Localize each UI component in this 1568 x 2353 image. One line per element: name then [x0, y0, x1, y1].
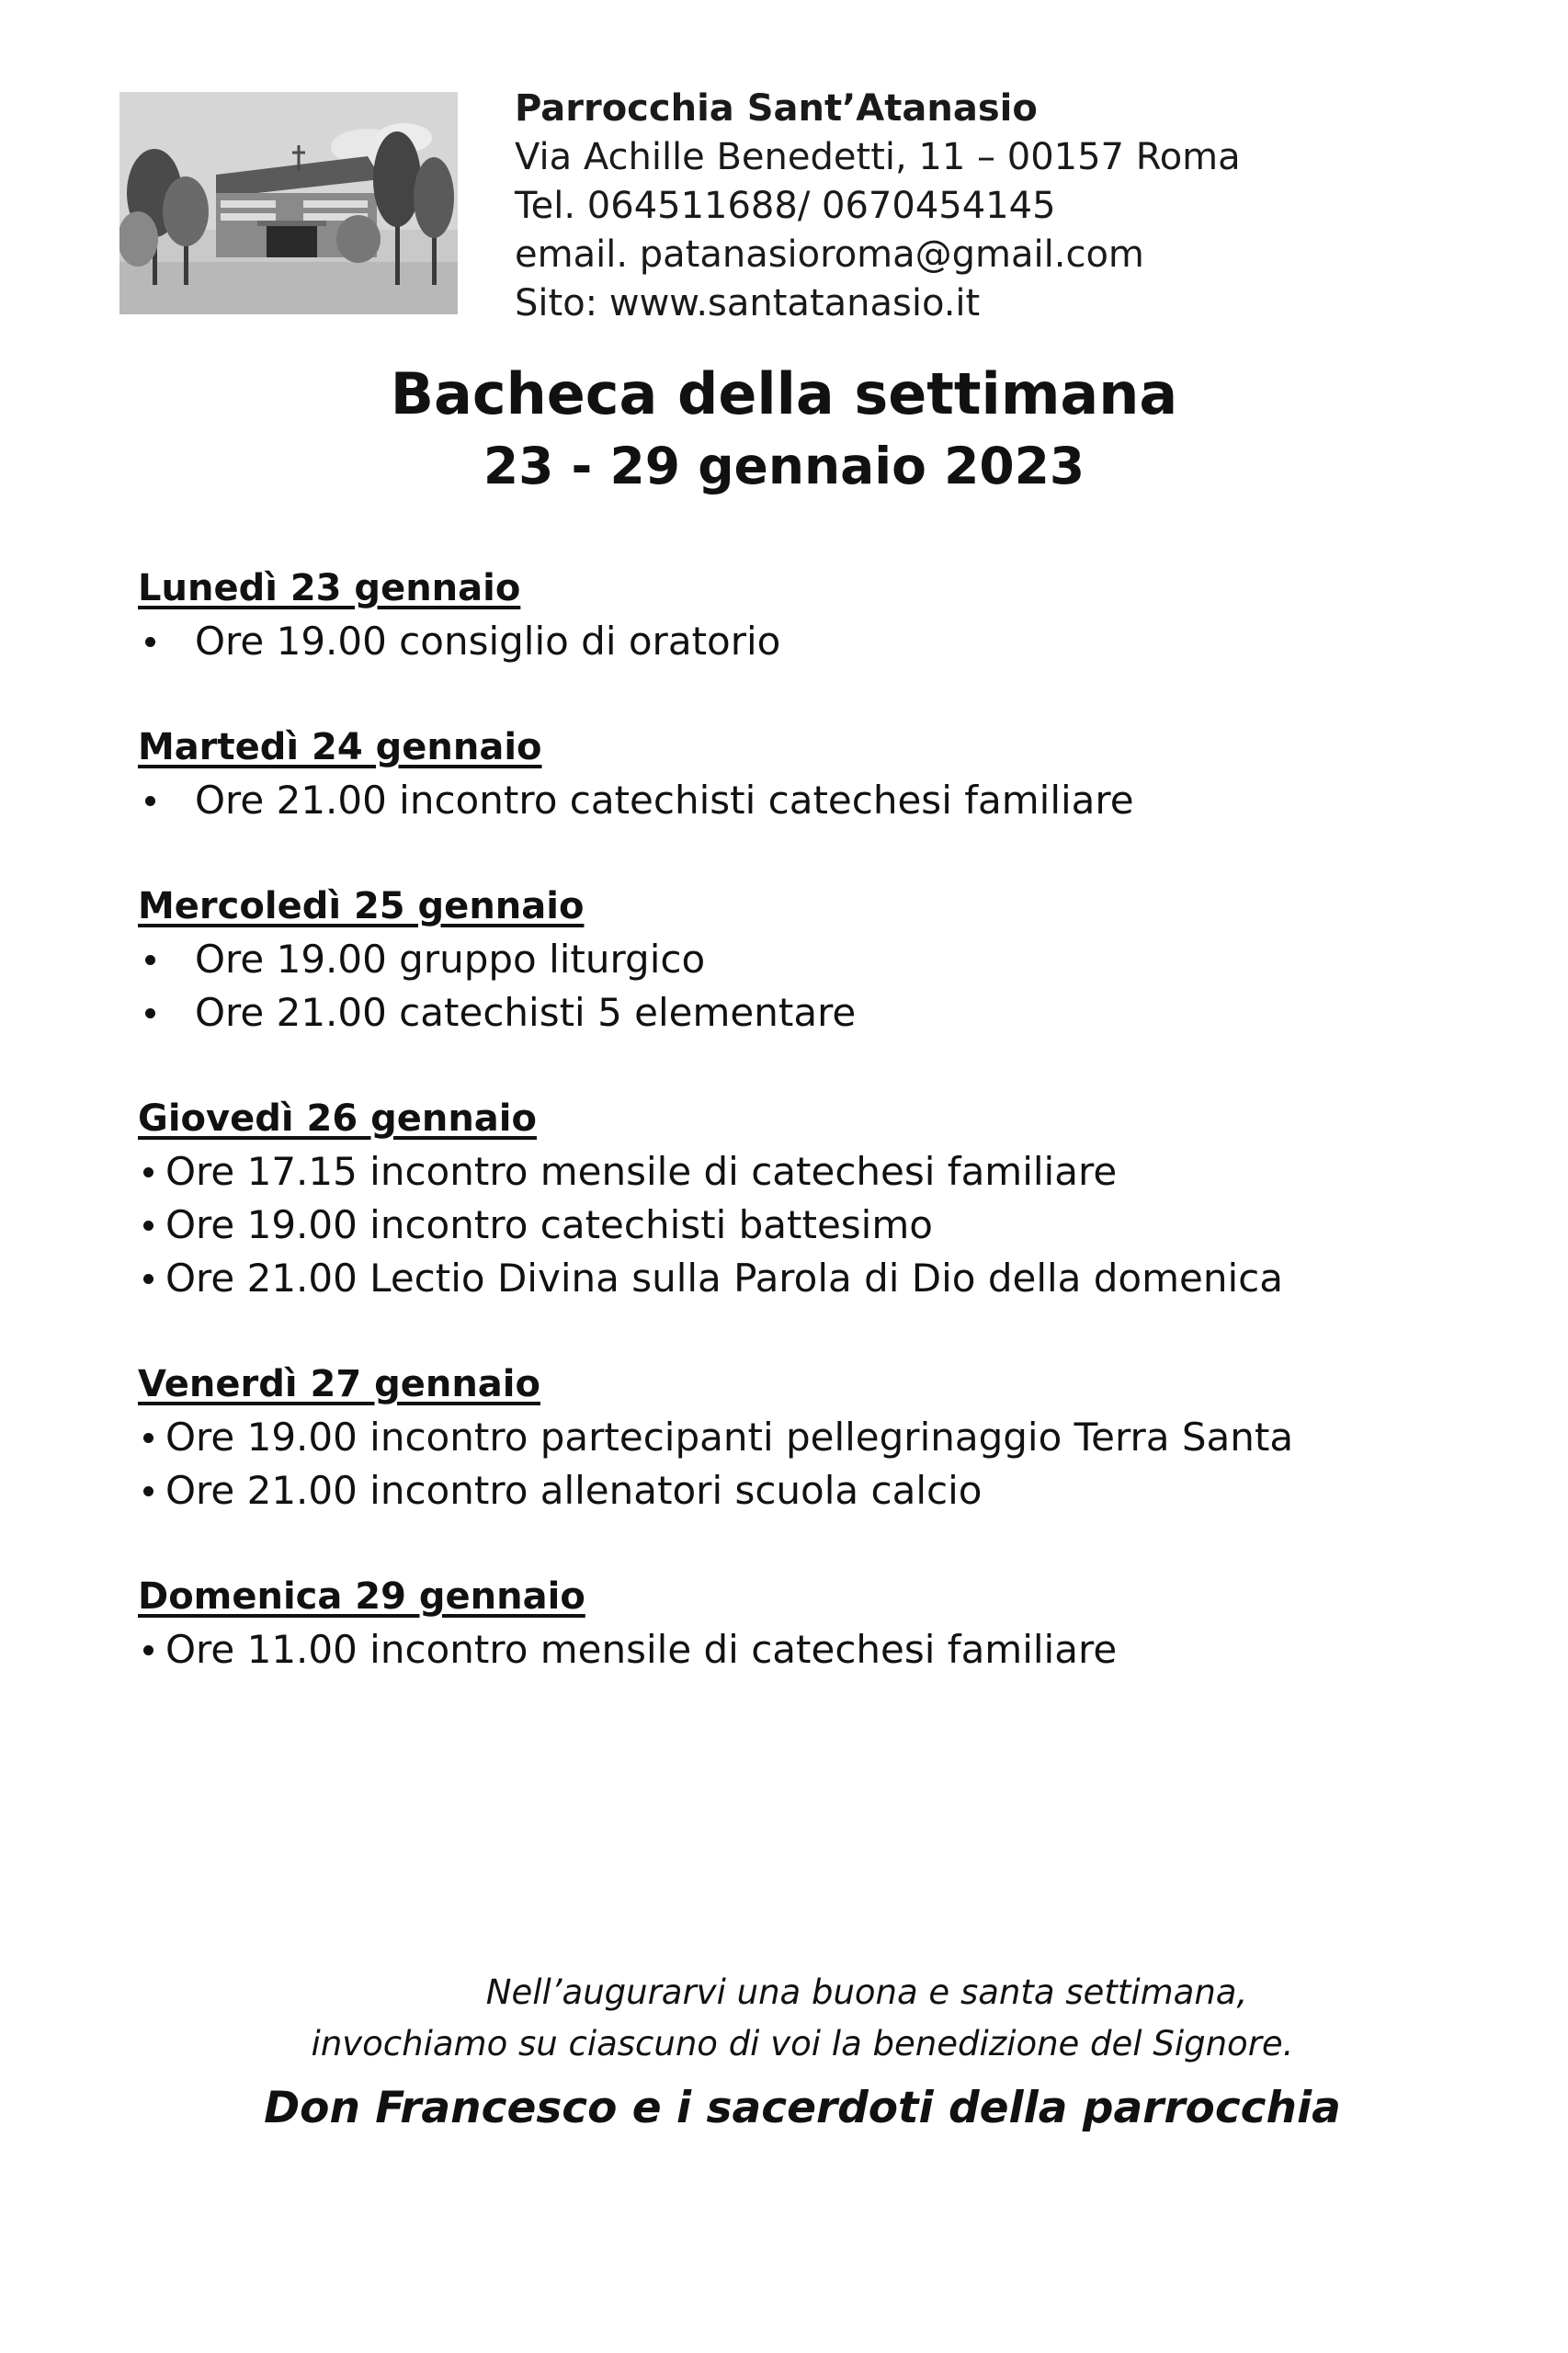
- day-thursday: [138, 1093, 1535, 1305]
- parish-phone: Tel. 064511688/ 0670454145: [515, 185, 1056, 227]
- closing-line-1: Nell’augurarvi una buona e santa settimana,: [485, 1972, 1248, 2012]
- list-item: [138, 1199, 1535, 1252]
- list-item: [138, 933, 1535, 986]
- event-text: Ore 19.00 incontro partecipanti pellegrinaggio Terra Santa: [165, 1415, 1294, 1460]
- event-text: Ore 21.00 incontro catechisti catechesi familiare: [195, 778, 1134, 823]
- bullet-icon: [145, 1008, 155, 1018]
- parish-address: Via Achille Benedetti, 11 – 00157 Roma: [515, 136, 1241, 178]
- date-range: 23 - 29 gennaio 2023: [483, 437, 1085, 495]
- list-item: [138, 774, 1535, 827]
- weekly-schedule: [138, 563, 1535, 1730]
- church-illustration-icon: [119, 92, 458, 314]
- bullet-icon: [143, 1167, 153, 1177]
- parish-name: Parrocchia Sant’Atanasio: [515, 87, 1038, 130]
- list-item: [138, 1623, 1535, 1677]
- title-block: [0, 357, 1568, 500]
- day-title: Domenica 29 gennaio: [138, 1575, 585, 1618]
- list-item: [138, 986, 1535, 1040]
- day-monday: [138, 563, 1535, 668]
- list-item: [138, 1252, 1535, 1305]
- list-item: [138, 615, 1535, 668]
- day-title: Martedì 24 gennaio: [138, 726, 542, 768]
- day-title: Venerdì 27 gennaio: [138, 1363, 540, 1405]
- bullet-icon: [143, 1645, 153, 1655]
- day-tuesday: [138, 722, 1535, 827]
- event-text: Ore 21.00 Lectio Divina sulla Parola di Dio della domenica: [165, 1256, 1283, 1301]
- page-title: Bacheca della settimana: [390, 360, 1178, 427]
- bullet-icon: [143, 1433, 153, 1443]
- parish-header: [515, 85, 1507, 328]
- bullet-icon: [143, 1486, 153, 1496]
- day-title: Giovedì 26 gennaio: [138, 1097, 537, 1140]
- day-wednesday: [138, 881, 1535, 1040]
- closing-message: [0, 1967, 1568, 2142]
- bullet-icon: [145, 955, 155, 965]
- event-text: Ore 11.00 incontro mensile di catechesi familiare: [165, 1627, 1118, 1672]
- bullet-icon: [143, 1221, 153, 1231]
- event-text: Ore 21.00 incontro allenatori scuola calcio: [165, 1468, 983, 1513]
- event-text: Ore 19.00 consiglio di oratorio: [195, 619, 781, 664]
- parish-website: Sito: www.santatanasio.it: [515, 282, 981, 324]
- event-text: Ore 21.00 catechisti 5 elementare: [195, 990, 857, 1035]
- day-title: Mercoledì 25 gennaio: [138, 885, 585, 927]
- signature: Don Francesco e i sacerdoti della parrocchia: [264, 2083, 1341, 2133]
- closing-line-2: invochiamo su ciascuno di voi la benedizione del Signore.: [311, 2024, 1294, 2063]
- bullet-icon: [145, 796, 155, 806]
- event-text: Ore 19.00 incontro catechisti battesimo: [165, 1202, 933, 1247]
- bullet-icon: [143, 1274, 153, 1284]
- list-item: [138, 1464, 1535, 1518]
- day-sunday: [138, 1571, 1535, 1677]
- day-friday: [138, 1358, 1535, 1518]
- day-title: Lunedì 23 gennaio: [138, 567, 521, 609]
- list-item: [138, 1145, 1535, 1199]
- bullet-icon: [145, 637, 155, 647]
- parish-email: email. patanasioroma@gmail.com: [515, 233, 1144, 276]
- list-item: [138, 1411, 1535, 1464]
- event-text: Ore 17.15 incontro mensile di catechesi familiare: [165, 1149, 1118, 1194]
- event-text: Ore 19.00 gruppo liturgico: [195, 937, 706, 982]
